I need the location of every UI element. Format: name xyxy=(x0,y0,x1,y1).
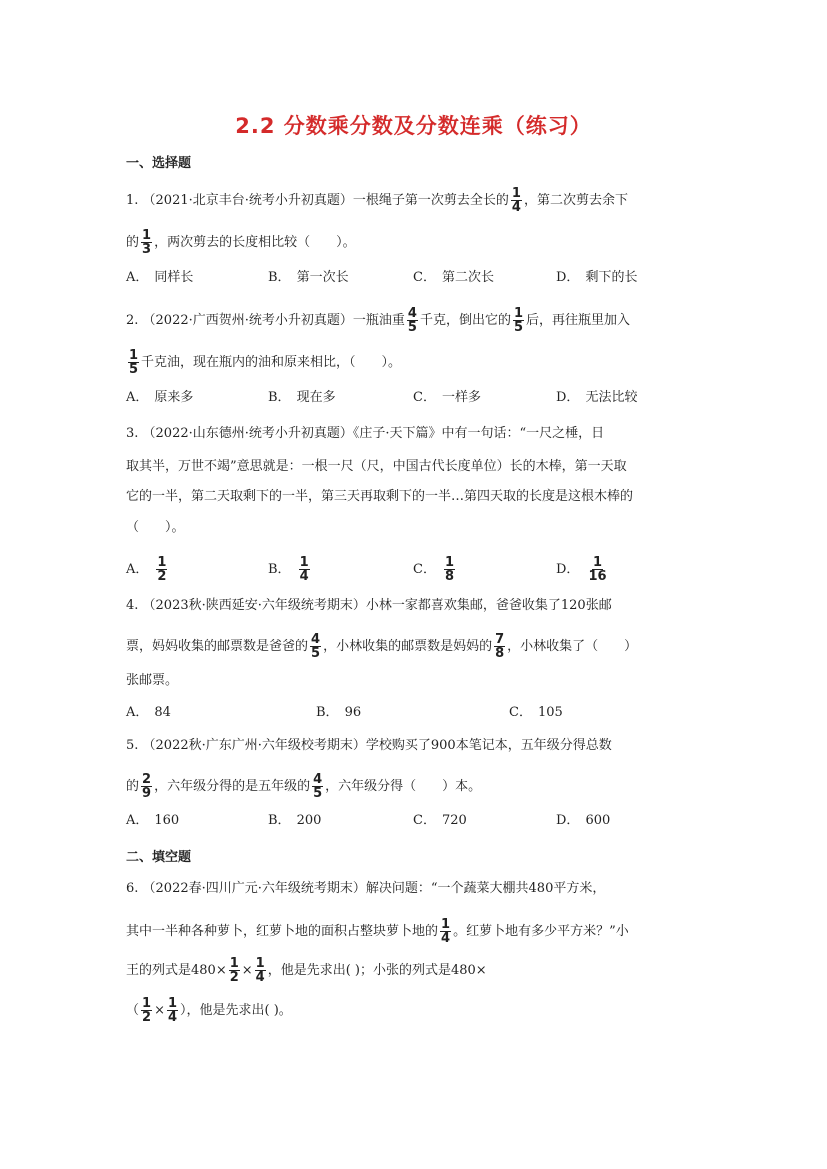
question-3-line-4: （ ）。 xyxy=(126,520,185,535)
question-1-line-2 xyxy=(126,229,356,256)
question-1-line-1 xyxy=(126,187,628,214)
fraction: $\frac{1}{2}$ xyxy=(229,956,239,985)
question-3-line-1: 3. （2022·山东德州·统考小升初真题）《庄子·天下篇》中有一句话：“一尺之棰，日 xyxy=(126,426,605,441)
q1-text-d: ，两次剪去的长度相比较（ ）。 xyxy=(154,234,356,250)
q5-option-d[interactable]: D． 600 xyxy=(556,813,611,828)
q2-option-a[interactable]: A． 原来多 xyxy=(126,390,194,405)
question-5-line-2: 的 $\frac{2}{9}$ ，六年级分得的是五年级的 $\frac{4}{5}$ ，六年级分得（ ）本。 xyxy=(126,772,482,801)
fraction: $\frac{4}{5}$ xyxy=(313,772,323,801)
fraction: $\frac{1}{2}$ xyxy=(142,996,152,1025)
question-6-line-4: （ $\frac{1}{2}$ × $\frac{1}{4}$ ），他是先求出( )。 xyxy=(126,996,292,1025)
q3-option-d[interactable]: D． $\frac{1}{16}$ xyxy=(556,555,607,584)
question-4-line-1: 4. （2023秋·陕西延安·六年级统考期末）小林一家都喜欢集邮，爸爸收集了120张邮 xyxy=(126,598,612,613)
question-4-line-2: 票，妈妈收集的邮票数是爸爸的 $\frac{4}{5}$ ，小林收集的邮票数是妈妈的 $\frac{7}{8}$ ，小林收集了（ ） xyxy=(126,632,638,661)
q2-text-c: 后，再往瓶里加入 xyxy=(526,312,631,328)
question-6-line-2: 其中一半种各种萝卜，红萝卜地的面积占整块萝卜地的 $\frac{1}{4}$ 。红萝卜地有多少平方米？”小 xyxy=(126,917,629,946)
question-6-line-1: 6. （2022春·四川广元·六年级统考期末）解决问题：“一个蔬菜大棚共480平方米， xyxy=(126,881,606,896)
fraction: $\frac{1}{5}$ xyxy=(513,306,523,335)
q4-option-a[interactable]: A． 84 xyxy=(126,705,171,720)
q1-option-a[interactable]: A． 同样长 xyxy=(126,270,194,285)
question-3-line-2: 取其半，万世不竭”意思就是：一根一尺（尺，中国古代长度单位）长的木棒，第一天取 xyxy=(126,459,627,474)
fraction: $\frac{4}{5}$ xyxy=(407,306,417,335)
q3-option-a[interactable]: A． $\frac{1}{2}$ xyxy=(126,555,167,584)
fraction: $\frac{2}{9}$ xyxy=(142,772,152,801)
question-2-line-2 xyxy=(126,349,401,376)
question-3-line-3: 它的一半，第二天取剩下的一半，第三天再取剩下的一半…第四天取的长度是这根木棒的 xyxy=(126,489,634,504)
q5-option-b[interactable]: B． 200 xyxy=(268,813,322,828)
question-2-line-1 xyxy=(126,307,630,334)
q5-option-c[interactable]: C． 720 xyxy=(413,813,467,828)
q3-option-b[interactable]: B． $\frac{1}{4}$ xyxy=(268,555,309,584)
question-4-line-3: 张邮票。 xyxy=(126,673,179,688)
q1-option-c[interactable]: C． 第二次长 xyxy=(413,270,494,285)
answer-blank-1[interactable]: ，他是先求出( )；小张的列式是480× xyxy=(267,962,487,978)
q1-text-c: 的 xyxy=(126,234,140,250)
q4-option-c[interactable]: C． 105 xyxy=(509,705,563,720)
fraction: $\frac{4}{5}$ xyxy=(311,632,321,661)
q5-option-a[interactable]: A． 160 xyxy=(126,813,180,828)
q4-option-b[interactable]: B． 96 xyxy=(316,705,362,720)
q2-option-c[interactable]: C． 一样多 xyxy=(413,390,481,405)
q2-text-b: 千克，倒出它的 xyxy=(419,312,511,328)
q1-text-a: 1. （2021·北京丰台·统考小升初真题）一根绳子第一次剪去全长的 xyxy=(126,192,509,208)
q2-option-b[interactable]: B． 现在多 xyxy=(268,390,336,405)
section-heading-choice: 一、选择题 xyxy=(126,156,192,171)
fraction: $\frac{7}{8}$ xyxy=(495,632,505,661)
page-title: 2.2 分数乘分数及分数连乘（练习） xyxy=(235,114,592,138)
q2-option-d[interactable]: D． 无法比较 xyxy=(556,390,638,405)
question-6-line-3: 王的列式是480× $\frac{1}{2}$ × $\frac{1}{4}$ ，他是先求出( )；小张的列式是480× xyxy=(126,956,487,985)
fraction: $\frac{1}{4}$ xyxy=(255,956,265,985)
q1-option-b[interactable]: B． 第一次长 xyxy=(268,270,349,285)
q1-text-b: ，第二次剪去余下 xyxy=(523,192,628,208)
fraction: $\frac{1}{4}$ xyxy=(167,996,178,1025)
fraction: $\frac{1}{5}$ xyxy=(129,348,139,377)
answer-blank-2[interactable]: ），他是先求出( )。 xyxy=(180,1002,292,1018)
question-5-line-1: 5. （2022秋·广东广州·六年级校考期末）学校购买了900本笔记本，五年级分得总数 xyxy=(126,738,612,753)
fraction: $\frac{1}{4}$ xyxy=(441,917,451,946)
fraction: $\frac{1}{3}$ xyxy=(142,228,152,257)
q3-option-c[interactable]: C． $\frac{1}{8}$ xyxy=(413,555,454,584)
section-heading-fill: 二、填空题 xyxy=(126,850,192,865)
q1-option-d[interactable]: D． 剩下的长 xyxy=(556,270,638,285)
fraction: $\frac{1}{4}$ xyxy=(511,186,521,215)
q2-text-d: 千克油，现在瓶内的油和原来相比，（ ）。 xyxy=(141,354,402,370)
q2-text-a: 2. （2022·广西贺州·统考小升初真题）一瓶油重 xyxy=(126,312,405,328)
